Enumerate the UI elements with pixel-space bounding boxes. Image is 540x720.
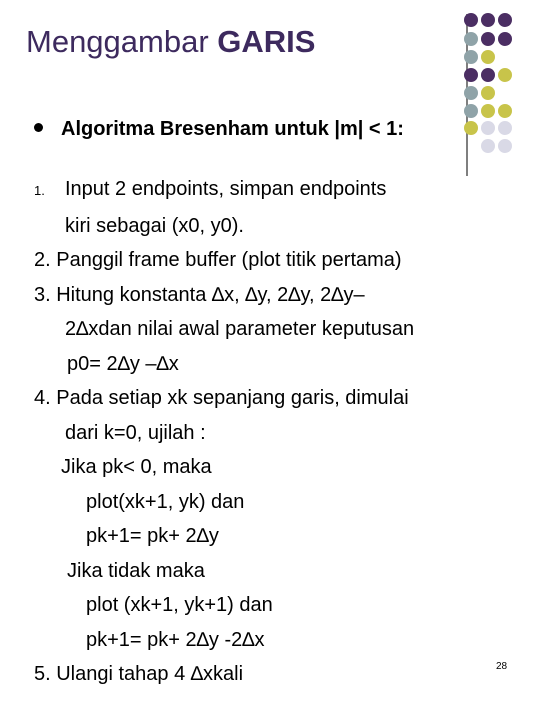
decorative-dot [464, 86, 478, 100]
decorative-dot [498, 104, 512, 118]
step-2-line: 2. Panggil frame buffer (plot titik pertama) [34, 249, 402, 271]
step-4-line-8: pk+1= pk+ 2∆y -2∆x [86, 628, 265, 651]
step-4-line-1: 4. Pada setiap xk sepanjang garis, dimulai [34, 387, 409, 409]
decorative-dot-grid [0, 0, 540, 200]
step-4-line-2: dari k=0, ujilah : [65, 421, 206, 444]
decorative-dot [481, 121, 495, 135]
decorative-dot [464, 104, 478, 118]
decorative-dot [481, 68, 495, 82]
step-4-line-5: pk+1= pk+ 2∆y [86, 525, 219, 547]
decorative-dot [464, 68, 478, 82]
decorative-dot [464, 13, 478, 27]
step-4-line-4: plot(xk+1, yk) dan [86, 490, 245, 513]
decorative-dot [498, 121, 512, 135]
decorative-dot [498, 32, 512, 46]
step-4-line-6: Jika tidak maka [67, 559, 205, 582]
step-1-text-a: Input 2 endpoints, simpan endpoints [65, 178, 387, 200]
title-regular: Menggambar [26, 24, 209, 59]
step-1-line-2: kiri sebagai (x0, y0). [65, 214, 244, 237]
heading-bullet-row [34, 118, 404, 141]
step-4-line-7: plot (xk+1, yk+1) dan [86, 594, 273, 616]
decorative-dot [464, 50, 478, 64]
decorative-dot [481, 139, 495, 153]
decorative-dot [464, 32, 478, 46]
title-bold: GARIS [217, 24, 316, 59]
step-4-line-3: Jika pk< 0, maka [61, 456, 212, 478]
bullet-icon [34, 123, 43, 132]
decorative-dot [481, 104, 495, 118]
algorithm-steps [34, 172, 504, 692]
heading-bullet-text: Algoritma Bresenham untuk |m| < 1: [61, 118, 404, 140]
decorative-dot [481, 32, 495, 46]
page-number: 28 [496, 661, 508, 672]
decorative-dot [498, 13, 512, 27]
step-3-line-2: 2∆xdan nilai awal parameter keputusan [65, 318, 415, 340]
decorative-dot [498, 139, 512, 153]
decorative-dot [481, 50, 495, 64]
step-3-line-3: p0= 2∆y –∆x [67, 352, 179, 375]
step-3-line-1: 3. Hitung konstanta ∆x, ∆y, 2∆y, 2∆y– [34, 283, 365, 306]
step-5-line: 5. Ulangi tahap 4 ∆xkali [34, 663, 244, 685]
decorative-dot [481, 86, 495, 100]
step-1-line-1 [34, 172, 504, 209]
decorative-dot [464, 121, 478, 135]
decorative-dot [498, 68, 512, 82]
decorative-dot [481, 13, 495, 27]
step-1-number: 1. [34, 183, 45, 198]
